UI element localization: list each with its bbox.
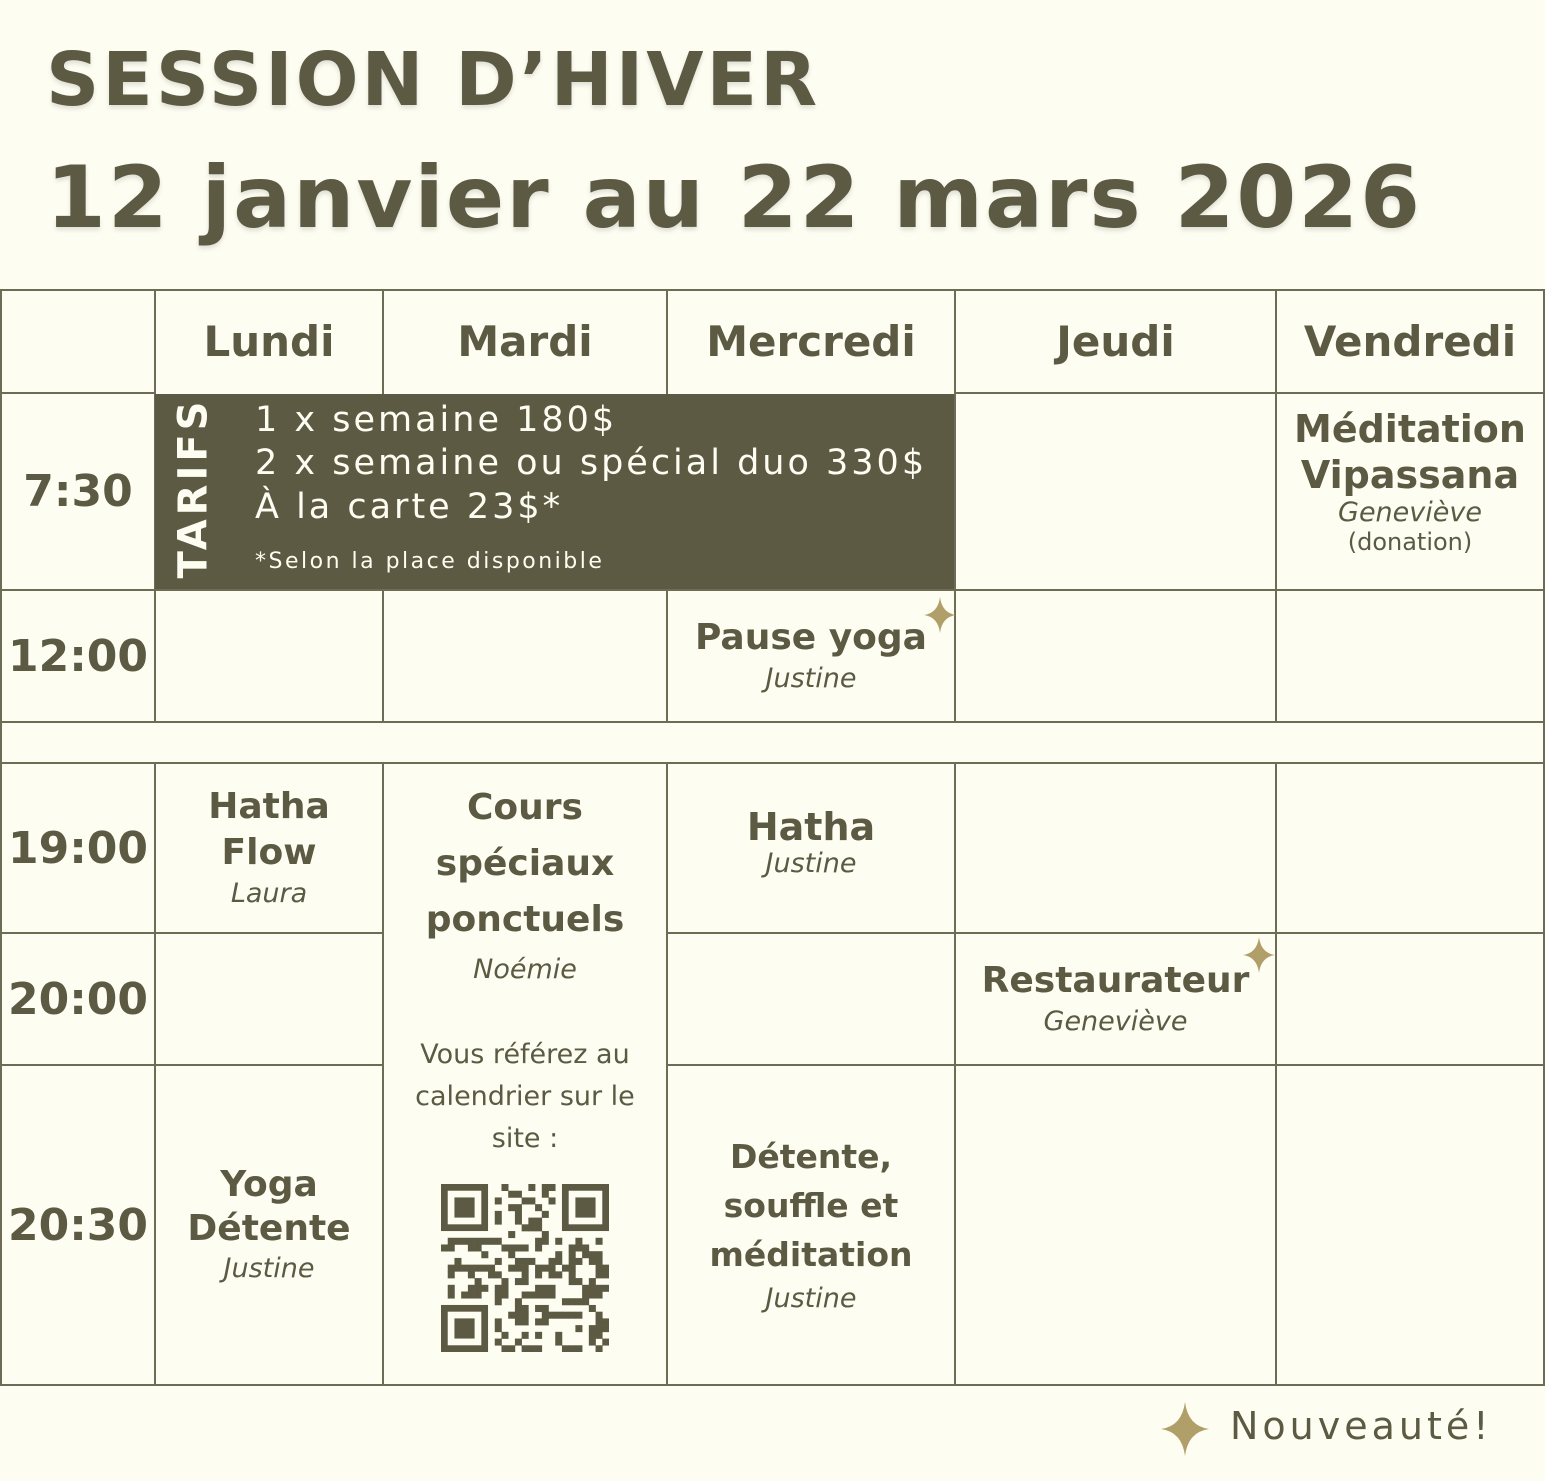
class-name: souffle et [723,1185,899,1225]
tarifs-panel [155,394,954,589]
class-name: spéciaux [435,843,615,884]
class-name: méditation [709,1234,913,1274]
info-text: calendrier sur le [415,1081,635,1112]
session-dates: 12 janvier au 22 mars 2026 [46,148,1422,248]
class-name: ponctuels [425,899,625,940]
day-header-mercredi: Mercredi [706,317,916,366]
class-name: Cours [467,787,583,828]
class-hatha [668,764,954,932]
tarif-line: À la carte 23$* [255,487,564,527]
class-teacher: Justine [223,1253,315,1284]
tarif-line: 1 x semaine 180$ [255,400,618,440]
class-name: Méditation [1294,407,1526,451]
info-text: site : [491,1123,559,1154]
class-cours-speciaux [384,764,666,1164]
day-header-mardi: Mardi [457,317,593,366]
page-title: SESSION D’HIVER [46,37,821,123]
class-hatha-flow [156,764,382,932]
tarif-note: *Selon la place disponible [255,549,605,574]
class-teacher: Justine [765,848,857,879]
class-name: Détente [187,1208,351,1249]
time-label-2030: 20:30 [7,1199,149,1251]
tarifs-label: TARIFS [170,397,217,579]
time-label-1900: 19:00 [7,822,149,874]
class-name: Restaurateur [981,960,1250,1001]
class-yoga-detente [156,1066,382,1384]
class-note: (donation) [1347,528,1473,556]
sparkle-icon [1160,1402,1210,1456]
class-meditation-vipassana [1277,406,1543,576]
class-name: Vipassana [1300,453,1520,497]
class-teacher: Justine [765,1282,857,1314]
qr-code[interactable] [441,1184,609,1352]
class-name: Flow [221,832,317,873]
class-teacher: Laura [230,878,308,909]
class-name: Yoga [220,1164,318,1205]
class-name: Pause yoga [695,617,927,658]
tarif-line: 2 x semaine ou spécial duo 330$ [255,443,928,483]
sparkle-icon [924,597,956,633]
day-header-jeudi: Jeudi [1056,317,1175,366]
class-teacher: Geneviève [1338,497,1482,528]
time-label-0730: 7:30 [23,466,133,517]
class-detente-souffle [668,1066,954,1384]
legend-label: Nouveauté! [1230,1404,1493,1448]
sparkle-icon [1243,937,1275,973]
class-name: Hatha [208,786,330,827]
day-header-lundi: Lundi [203,317,335,366]
class-teacher: Geneviève [1043,1006,1188,1037]
info-text: Vous référez au [420,1039,630,1070]
time-label-2000: 20:00 [7,973,149,1025]
class-name: Détente, [729,1136,893,1176]
class-restaurateur [956,934,1275,1064]
class-name: Hatha [746,805,876,849]
class-teacher: Justine [765,663,857,694]
class-teacher: Noémie [473,954,577,985]
day-header-vendredi: Vendredi [1303,317,1517,366]
class-pause-yoga [668,591,954,721]
time-label-1200: 12:00 [7,630,149,682]
